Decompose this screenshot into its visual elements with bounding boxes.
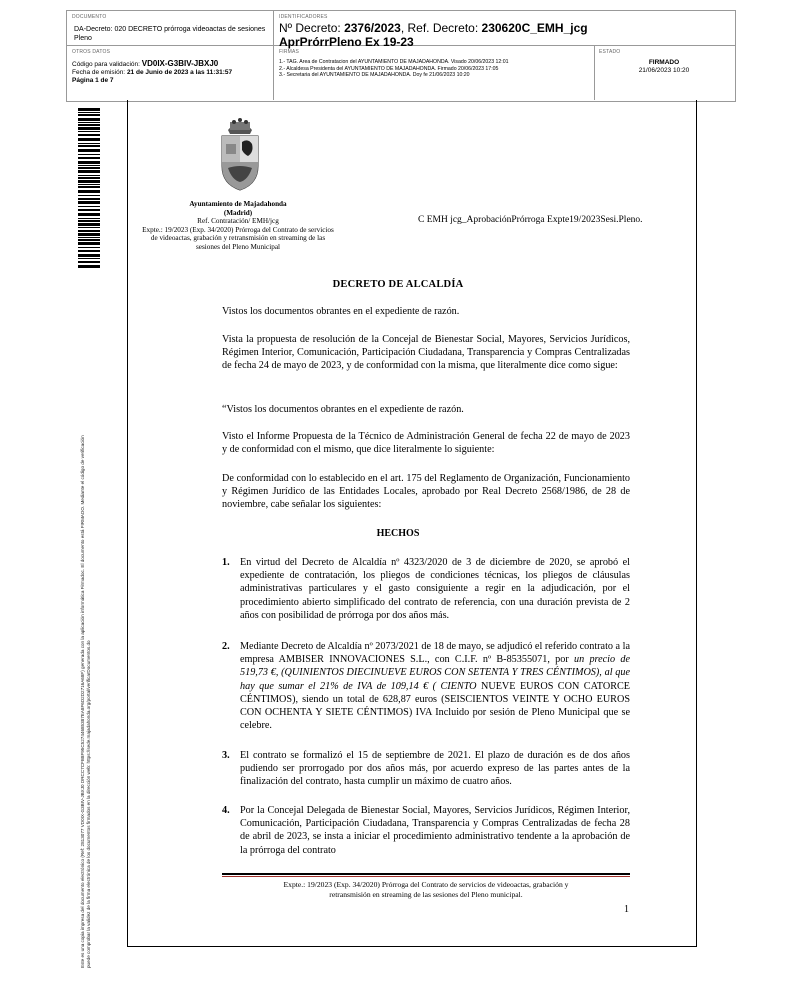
firma-3: 3.- Secretaria del AYUNTAMIENTO DE MAJADAHONDA. Doy fe 21/06/2023 10:20: [279, 72, 470, 78]
decreto-line2: AprPrórrPleno Ex 19-23: [279, 35, 414, 49]
estado-value: FIRMADO: [648, 59, 680, 66]
org-expte-2: de videoactas, grabación y retransmisión en streaming de las: [150, 234, 326, 242]
hecho-text: El contrato se formalizó el 15 de septiembre de 2021. El plazo de duración es de dos años pudiendo ser prorrogado por dos años más, por acuerdo expreso de las partes antes de la finalización del contrato, hasta cumplir un máximo de cuatro años.: [240, 750, 630, 788]
org-region: (Madrid): [223, 208, 253, 217]
hechos-heading: HECHOS: [376, 528, 420, 539]
pagina-indicator: Página 1 de 7: [72, 77, 114, 84]
estado-label: ESTADO: [599, 49, 621, 55]
fecha-value: 21 de Junio de 2023 a las 11:31:57: [126, 69, 233, 76]
footer-expte: [222, 880, 630, 900]
hecho-number: 1.: [222, 557, 230, 568]
document-header: [66, 10, 736, 102]
reference-code: C EMH jcg_AprobaciónPrórroga Expte19/2023Sesi.Pleno.: [418, 215, 643, 225]
estado-date: 21/06/2023 10:20: [638, 67, 690, 74]
firma-1: 1.- TAG. Area de Contratacion del AYUNTAMIENTO DE MAJADAHONDA. Visado 20/06/2023 12:01: [279, 59, 509, 65]
hecho-text-italic: un precio de 519,73 €, (QUINIENTOS DIECINUEVE EUROS CON SETENTA Y TRES CÉNTIMOS), al que hay que sumar el 21% de IVA de 109,14 € ( CIENTO: [240, 654, 630, 692]
codigo-value: VD0IX-G3BIV-JBXJ0: [141, 59, 219, 68]
fecha-emision: [72, 69, 272, 77]
side-line-1: Este es una copia impresa del documento electrónico (Ref: 2813077 VD0IX-G3BIV-JBXJ0 DRCC7CFB8F95C52744685387EA8F6D2D2716A68F) generada con la aplicación informática Firmadoc. El documento está FIRMADO. Mediante el código de verificación: [80, 435, 85, 968]
hecho-item: [222, 640, 630, 732]
firma-2: 2.- Alcaldesa Presidenta del AYUNTAMIENTO DE MAJADAHONDA. Firmado 20/06/2023 17:05: [279, 65, 499, 72]
footer-rule: [222, 873, 630, 875]
hecho-text-a: Mediante Decreto de Alcaldía nº 2073/2021 de 18 de mayo, se adjudicó el referido contrato a la empresa AMBISER INNOVACIONES S.L., con C.I.F. nº B-85355071, por: [240, 641, 630, 666]
documento-cell: [72, 14, 267, 43]
hecho-text: [240, 640, 630, 732]
org-expte-3: sesiones del Pleno Municipal: [195, 242, 281, 251]
otros-datos-label: OTROS DATOS: [72, 49, 111, 55]
documento-text: DA-Decreto: 020 DECRETO prórroga videoactas de sesiones Pleno: [74, 26, 266, 42]
org-ref: Ref. Contratación/ EMH/jcg: [197, 217, 279, 225]
org-expte-1: Expte.: 19/2023 (Exp. 34/2020) Prórroga del Contrato de servicios: [142, 225, 334, 234]
firmas-label: FIRMAS: [279, 49, 300, 55]
decreto-prefix: Nº Decreto:: [279, 21, 341, 35]
document-title: DECRETO DE ALCALDÍA: [332, 279, 464, 290]
hecho-text: En virtud del Decreto de Alcaldía nº 4323/2020 de 3 de diciembre de 2020, se aprobó el expediente de contratación, los pliegos de condiciones técnicas, los pliegos de cláusulas administrativas particulares y el gasto consiguiente a regir en la adjudicación, por el procedimiento abierto simplificado del contrato de referencia, con una duración prevista de 2 años con posibilidad de prórroga por dos años más.: [240, 557, 630, 621]
decreto-ref: 230620C_EMH_jcg: [481, 21, 588, 35]
org-name: Ayuntamiento de Majadahonda: [189, 200, 287, 208]
identificadores-cell: [279, 14, 729, 49]
codigo-label: Código para validación:: [72, 61, 140, 68]
coat-of-arms-icon: [218, 114, 262, 192]
hecho-number: 4.: [222, 805, 230, 816]
footer-accent-rule: [222, 876, 630, 877]
hecho-number: 2.: [222, 641, 230, 652]
barcode: [78, 108, 100, 270]
hecho-text: Por la Concejal Delegada de Bienestar Social, Mayores, Servicios Jurídicos, Régimen Interior, Comunicación, Participación Ciudadana, Transparencia y Compras Centralizadas de fecha 28 de abril de 2023, se insta a iniciar el procedimiento administrativo tendente a la aprobación de la prórroga del contrato: [240, 805, 630, 856]
decreto-line: [279, 21, 729, 35]
paragraph-2: Vista la propuesta de resolución de la Concejal de Bienestar Social, Mayores, Servicios Jurídicos, Régimen Interior, Comunicación, Participación Ciudadana, Transparencia y Compras Centralizadas de fecha 24 de mayo de 2023, y de conformidad con la misma, que literalmente dice como sigue:: [222, 334, 630, 372]
estado-cell: [599, 49, 729, 75]
hecho-text-b: NUEVE EUROS CON CATORCE CÉNTIMOS), siendo un total de 628,87 euros (SEISCIENTOS VEINTE Y OCHO EUROS CON OCHENTA Y SIETE CÉNTIMOS) IVA Incluido por sesión de Pleno Municipal que se celebre.: [240, 680, 631, 732]
hecho-item: [222, 804, 630, 857]
footer-line-2: retransmisión en streaming de las sesiones del Pleno municipal.: [329, 890, 523, 899]
firmas-cell: [279, 49, 589, 79]
documento-label: DOCUMENTO: [72, 14, 107, 20]
fecha-label: Fecha de emisión:: [72, 69, 126, 76]
side-verification-text: [80, 268, 92, 968]
side-line-2: puede comprobar la validez de la firma electrónica de los documentos firmados en la dirección web: https://sede.majadahonda.org/portal/verificarDocumentos.do: [86, 640, 91, 968]
footer-line-1: Expte.: 19/2023 (Exp. 34/2020) Prórroga del Contrato de servicios de videoactas, grabación y: [283, 880, 569, 889]
paragraph-3: “Vistos los documentos obrantes en el expediente de razón.: [222, 404, 464, 415]
hecho-item: [222, 556, 630, 622]
identificadores-label: IDENTIFICADORES: [279, 14, 328, 20]
hecho-item: [222, 749, 630, 789]
otros-datos-cell: [72, 49, 272, 85]
decreto-ref-prefix: , Ref. Decreto:: [400, 21, 479, 35]
decreto-number: 2376/2023: [344, 21, 401, 35]
page-number: 1: [624, 904, 629, 915]
paragraph-5: De conformidad con lo establecido en el art. 175 del Reglamento de Organización, Funcionamiento y Régimen Jurídico de las Entidades Locales, aprobado por Real Decreto 2568/1986, de 28 de noviembre, cabe señalar los siguientes:: [222, 473, 630, 511]
firmas-list: [279, 59, 589, 79]
paragraph-1: Vistos los documentos obrantes en el expediente de razón.: [222, 306, 460, 317]
hecho-number: 3.: [222, 750, 230, 761]
paragraph-4: Visto el Informe Propuesta de la Técnico de Administración General de fecha 22 de mayo de 2023 y de conformidad con el mismo, que dice literalmente lo siguiente:: [222, 431, 630, 456]
organization-block: [128, 200, 348, 251]
codigo-validacion: [72, 60, 272, 69]
